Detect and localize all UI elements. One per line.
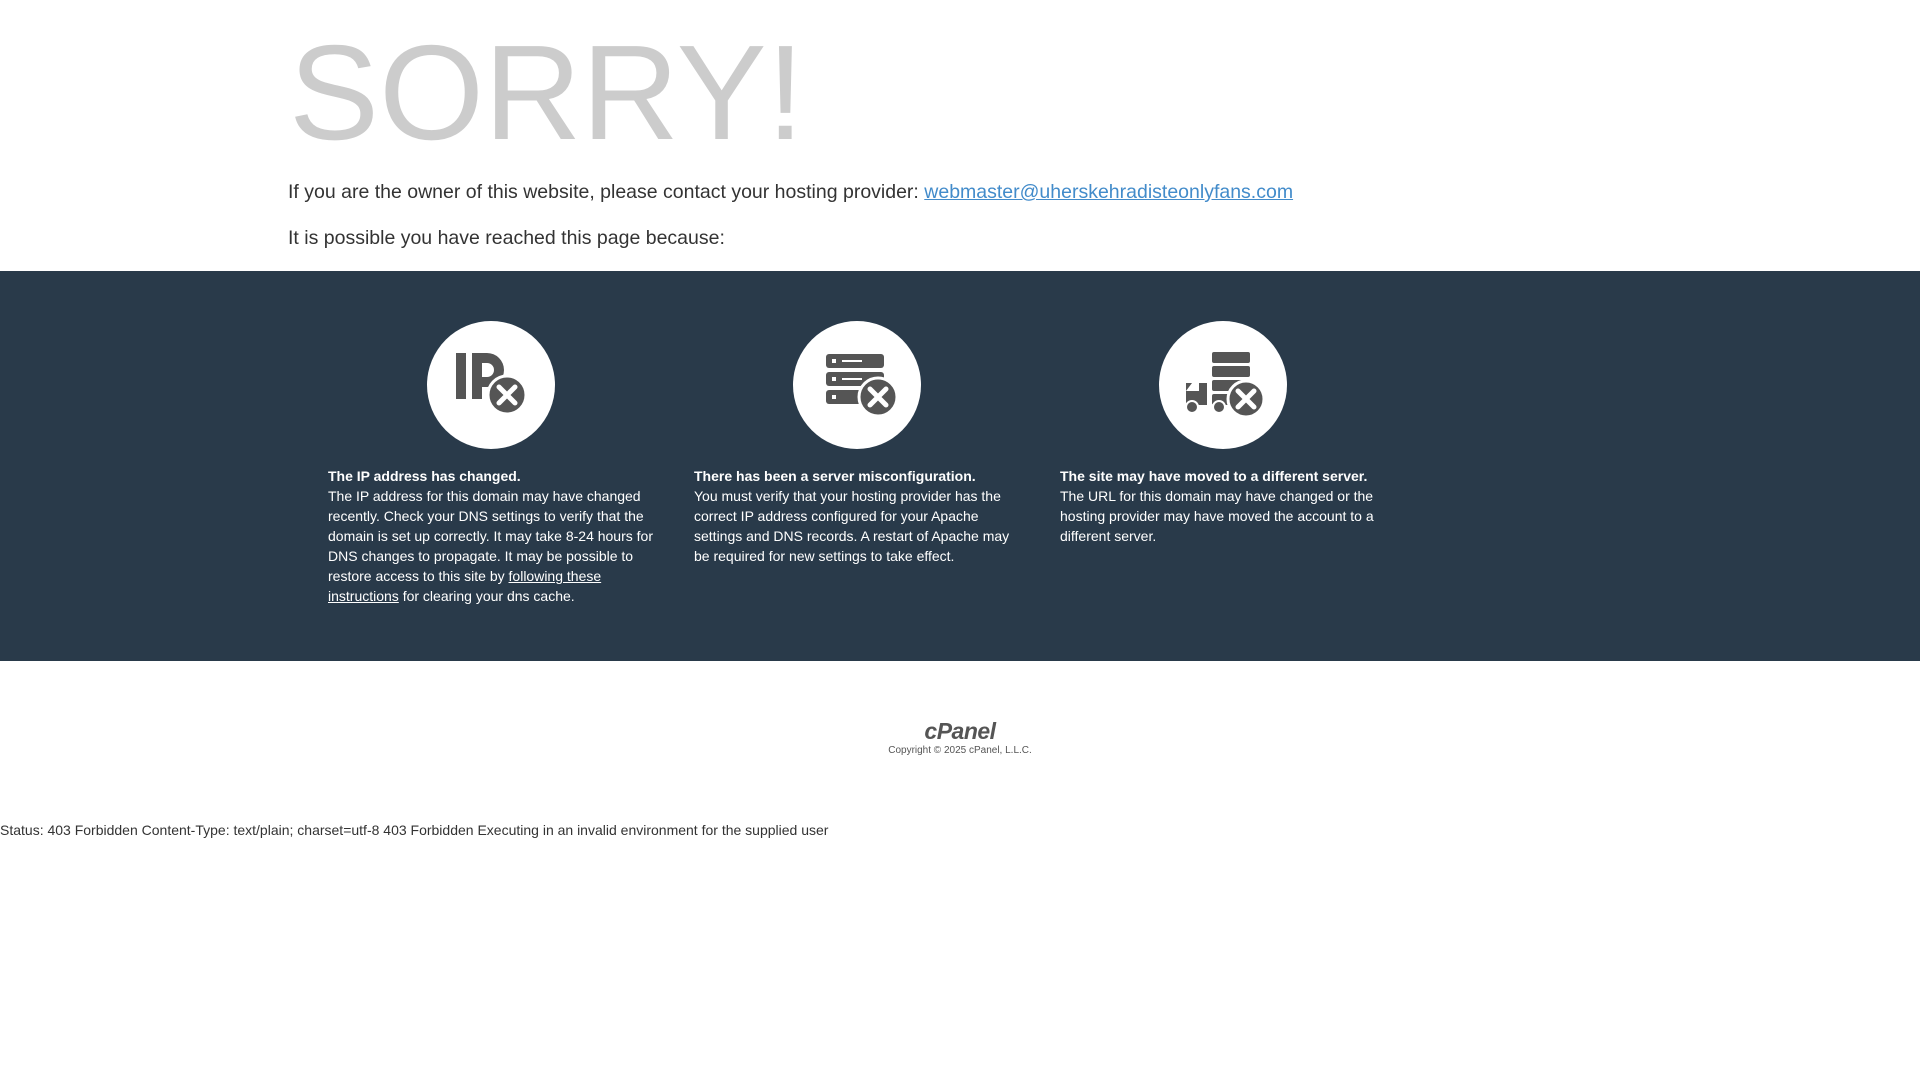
contact-email-link[interactable]: webmaster@uherskehradisteonlyfans.com	[924, 181, 1294, 203]
reason-text-part: for clearing your dns cache.	[398, 588, 575, 604]
cpanel-logo: cPanel	[924, 718, 996, 744]
reason-text: The URL for this domain may have changed or the hosting provider may have moved the account to a different server.	[1060, 488, 1374, 544]
copyright-text: Copyright © 2025 cPanel, L.L.C.	[888, 745, 1032, 756]
reasons-band	[0, 271, 1920, 661]
reason-title: The site may have moved to a different server.	[1060, 468, 1368, 484]
status-line: Status: 403 Forbidden Content-Type: text/plain; charset=utf-8 403 Forbidden Executing in an invalid environment for the supplied user	[0, 822, 829, 838]
dns-instructions-link[interactable]: following these instructions	[328, 568, 602, 604]
reason-title: There has been a server misconfiguration.	[694, 468, 976, 484]
owner-message-text: If you are the owner of this website, please contact your hosting provider:	[288, 181, 925, 203]
server-error-icon	[793, 321, 921, 449]
reason-text	[328, 486, 658, 606]
owner-message	[288, 179, 1293, 205]
reason-text: You must verify that your hosting provider has the correct IP address configured for your Apache settings and DNS records. A restart of Apache may be required for new settings to take effect.	[694, 488, 1010, 564]
reason-ip-changed	[328, 321, 658, 606]
reason-intro: It is possible you have reached this page because:	[288, 227, 725, 249]
reason-server-moved	[1060, 321, 1390, 546]
page-title: SORRY!	[289, 17, 805, 168]
footer	[0, 718, 1920, 758]
ip-error-icon	[427, 321, 555, 449]
server-moved-icon	[1159, 321, 1287, 449]
reason-server-misconfiguration	[694, 321, 1024, 566]
reason-title: The IP address has changed.	[328, 468, 521, 484]
reason-text-part: The IP address for this domain may have changed recently. Check your DNS settings to verify that the domain is set up correctly. It may take 8-24 hours for DNS changes to propagate. It may be possible to restore access to this site by	[328, 488, 653, 584]
